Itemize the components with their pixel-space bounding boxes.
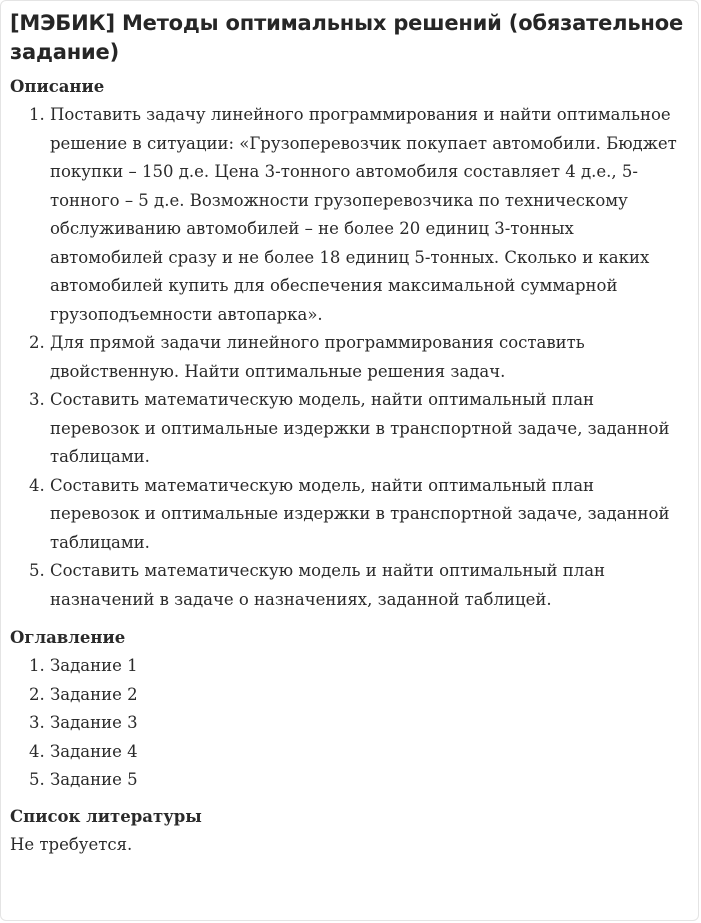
references-text: Не требуется.	[10, 834, 133, 854]
toc-list	[10, 652, 688, 795]
description-item-2: 2. Для прямой задачи линейного программирования составить двойственную. Найти оптимальные решения задач.	[50, 329, 688, 386]
toc-heading: Оглавление	[10, 628, 126, 647]
toc-item-1: 1. Задание 1	[50, 652, 688, 681]
toc-item-2: 2. Задание 2	[50, 681, 688, 710]
description-heading: Описание	[10, 77, 105, 96]
description-item-4: 4. Составить математическую модель, найти оптимальный план перевозок и оптимальные издержки в транспортной задаче, заданной таблицами.	[50, 472, 688, 558]
description-item-3: 3. Составить математическую модель, найти оптимальный план перевозок и оптимальные издержки в транспортной задаче, заданной таблицами.	[50, 386, 688, 472]
references-heading: Список литературы	[10, 806, 202, 826]
description-list	[10, 101, 688, 614]
page-title: [МЭБИК] Методы оптимальных решений (обязательное задание)	[10, 11, 684, 64]
description-item-1: 1. Поставить задачу линейного программирования и найти оптимальное решение в ситуации: «Грузоперевозчик покупает автомобили. Бюджет покупки – 150 д.е. Цена 3-тонного автомобиля составляет 4 д.е., 5-тонного – 5 д.е. Возможности грузоперевозчика по техническому обслуживанию автомобилей – не более 20 единиц 3-тонных автомобилей сразу и не более 18 единиц 5-тонных. Сколько и каких автомобилей купить для обеспечения максимальной суммарной грузоподъемности автопарка».	[50, 101, 688, 329]
toc-item-5: 5. Задание 5	[50, 766, 688, 795]
description-item-5: 5. Составить математическую модель и найти оптимальный план назначений в задаче о назначениях, заданной таблицей.	[50, 557, 688, 614]
toc-item-3: 3. Задание 3	[50, 709, 688, 738]
toc-item-4: 4. Задание 4	[50, 738, 688, 767]
